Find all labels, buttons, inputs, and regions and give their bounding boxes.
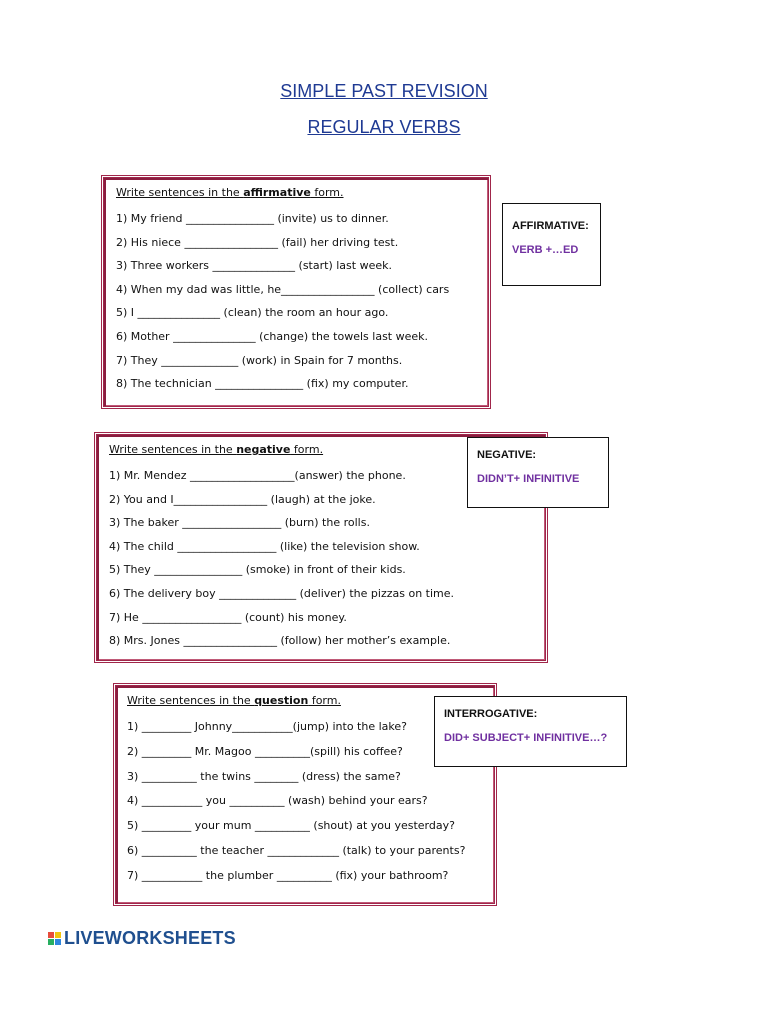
logo-text: LIVEWORKSHEETS xyxy=(64,927,236,948)
exercise-item[interactable]: 6) The delivery boy ______________ (deliver) the pizzas on time. xyxy=(109,586,455,600)
logo-square-green xyxy=(48,939,54,945)
negative-rule-box xyxy=(467,437,609,508)
exercise-item[interactable]: 7) He __________________ (count) his money. xyxy=(109,610,347,624)
exercise-item[interactable]: 8) Mrs. Jones _________________ (follow) her mother’s example. xyxy=(109,634,451,648)
negative-heading: Write sentences in the negative form. xyxy=(109,443,324,456)
exercise-item[interactable]: 5) _________ your mum __________ (shout) at you yesterday? xyxy=(127,819,455,833)
exercise-item[interactable]: 7) They ______________ (work) in Spain for 7 months. xyxy=(116,353,403,367)
page-title: SIMPLE PAST REVISION xyxy=(280,81,488,101)
logo-square-red xyxy=(48,932,54,938)
exercise-item[interactable]: 4) When my dad was little, he_________________ (collect) cars xyxy=(116,282,450,296)
exercise-item[interactable]: 1) My friend ________________ (invite) us to dinner. xyxy=(116,212,389,225)
question-item-list xyxy=(127,715,483,889)
affirmative-rule-formula: VERB +…ED xyxy=(512,244,579,256)
logo-mark-icon xyxy=(48,932,61,945)
logo-square-yellow xyxy=(55,932,61,938)
liveworksheets-logo xyxy=(48,928,236,948)
exercise-item[interactable]: 1) _________ Johnny___________(jump) into the lake? xyxy=(127,720,407,733)
question-heading: Write sentences in the question form. xyxy=(127,694,341,707)
negative-rule-formula: DIDN’T+ INFINITIVE xyxy=(477,473,580,485)
exercise-item[interactable]: 5) I _______________ (clean) the room an hour ago. xyxy=(116,306,389,320)
exercise-item[interactable]: 4) The child __________________ (like) the television show. xyxy=(109,539,420,553)
affirmative-rule-label: AFFIRMATIVE: xyxy=(512,220,589,232)
exercise-item[interactable]: 3) The baker __________________ (burn) the rolls. xyxy=(109,516,370,530)
affirmative-exercise-box xyxy=(101,175,491,409)
question-rule-formula: DID+ SUBJECT+ INFINITIVE…? xyxy=(444,732,608,744)
exercise-item[interactable]: 2) His niece _________________ (fail) her driving test. xyxy=(116,235,399,249)
exercise-item[interactable]: 6) Mother _______________ (change) the towels last week. xyxy=(116,329,429,343)
question-rule-label: INTERROGATIVE: xyxy=(444,708,538,720)
exercise-item[interactable]: 5) They ________________ (smoke) in front of their kids. xyxy=(109,563,406,577)
exercise-item[interactable]: 2) _________ Mr. Magoo __________(spill) his coffee? xyxy=(127,744,403,758)
exercise-item[interactable]: 7) ___________ the plumber __________ (fix) your bathroom? xyxy=(127,868,449,882)
question-rule-box xyxy=(434,696,627,767)
page-subtitle: REGULAR VERBS xyxy=(307,117,461,137)
exercise-item[interactable]: 1) Mr. Mendez ___________________(answer) the phone. xyxy=(109,469,406,482)
affirmative-item-list xyxy=(116,207,476,396)
exercise-item[interactable]: 3) Three workers _______________ (start) last week. xyxy=(116,259,392,273)
affirmative-rule-box xyxy=(502,203,601,286)
logo-square-blue xyxy=(55,939,61,945)
exercise-item[interactable]: 8) The technician ________________ (fix) my computer. xyxy=(116,377,409,391)
affirmative-heading: Write sentences in the affirmative form. xyxy=(116,186,344,199)
negative-rule-label: NEGATIVE: xyxy=(477,449,537,461)
exercise-item[interactable]: 2) You and I_________________ (laugh) at the joke. xyxy=(109,492,376,506)
exercise-item[interactable]: 4) ___________ you __________ (wash) behind your ears? xyxy=(127,794,428,808)
exercise-item[interactable]: 6) __________ the teacher _____________ (talk) to your parents? xyxy=(127,843,466,857)
exercise-item[interactable]: 3) __________ the twins ________ (dress) the same? xyxy=(127,769,401,783)
